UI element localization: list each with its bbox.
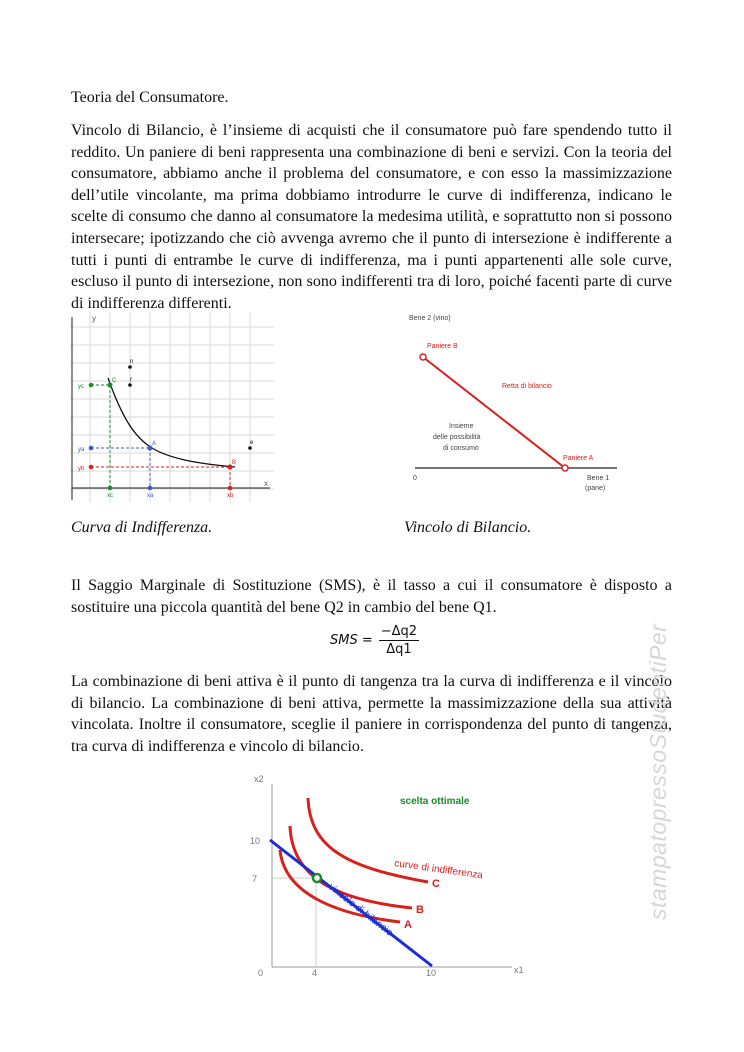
paragraph-budget-constraint: Vincolo di Bilancio, è l’insieme di acquisti che il consumatore può fare spendendo tutto il reddito. Un paniere di beni rappresenta una combinazione di beni e servizi. Con la teoria del consumatore, abbiamo anche il problema del consumatore, e con esso la massimizzazione dell’utile vincolante, ma prima dobbiamo introdurre le curve di indifferenza, indicano le scelte di consumo che danno al consumatore la medesima utilità, e soprattutto non si possono intersecare; ipotizzando che ciò avvenga avremo che il punto di intersezione è indifferente a tutti i punti di entrambe le curve di indifferenza, ma i punti appartenenti alle sole curve, escluso il punto di intersezione, non sono indifferenti tra di loro, poiché facenti parte di curve di indifferenza differenti. [71, 122, 672, 312]
vincolo-bilancio-label: vincolo di bilancio [326, 881, 395, 939]
fig2-y-axis-label: Bene 2 (vino) [409, 315, 451, 322]
label-xc: xc [107, 493, 113, 499]
point-n [128, 365, 132, 369]
figure1-caption: Curva di Indifferenza. [71, 519, 213, 536]
label-e: e [250, 440, 254, 446]
point-yb [89, 465, 94, 470]
axis-x-label: x [264, 479, 268, 488]
curve-indifferenza-label: curve di indifferenza [393, 858, 484, 882]
label-n: n [130, 359, 134, 365]
optimal-point [313, 874, 321, 882]
paragraph-tangency: La combinazione di beni attiva è il punto di tangenza tra la curva di indifferenza e il vincolo di bilancio. La combinazione di beni attiva, permette la massimizzazione della sua attività vincolata. Inoltre il consumatore, sceglie il paniere in corrispondenza del punto di tangenza, tra curva di indifferenza e vincolo di bilancio. [71, 673, 672, 755]
insieme-label-3: di consumo [443, 445, 479, 452]
fig2-origin: 0 [413, 475, 417, 482]
paniere-b-label: Paniere B [427, 343, 458, 350]
point-xa [148, 486, 153, 491]
retta-label: Retta di bilancio [502, 383, 552, 390]
insieme-label-2: delle possibilità [433, 434, 481, 441]
label-yb: yb [78, 466, 85, 472]
label-c: C [112, 378, 117, 384]
label-f: f [130, 378, 132, 384]
label-yc: yc [78, 384, 84, 390]
scelta-ottimale-label: scelta ottimale [400, 796, 470, 807]
fig2-x-axis-label-2: (pane) [585, 485, 606, 492]
formula-denominator: Δq1 [386, 642, 412, 657]
point-xb [228, 486, 233, 491]
indifference-curve [108, 378, 235, 467]
axis-y-label: y [92, 314, 96, 323]
grid [70, 312, 274, 502]
figure2-caption: Vincolo di Bilancio. [404, 519, 532, 536]
label-xa: xa [147, 493, 154, 499]
indifference-curve-figure [70, 312, 274, 502]
formula-lhs: SMS = [330, 633, 373, 648]
paniere-b-point [420, 354, 426, 360]
fig3-tick-x4: 4 [312, 968, 318, 978]
fig3-x-axis-label: x1 [514, 965, 524, 975]
curve-a-label: A [404, 919, 412, 931]
paniere-a-point [562, 465, 568, 471]
point-xc [108, 486, 113, 491]
fig3-tick-y10: 10 [250, 836, 261, 846]
point-ya [89, 446, 94, 451]
point-e [248, 446, 252, 450]
point-yc [89, 383, 94, 388]
fig3-y-axis-label: x2 [254, 774, 264, 784]
budget-constraint-figure [405, 310, 635, 500]
watermark: stampatopressoStudentiPer [645, 623, 671, 920]
formula-numerator: −Δq2 [380, 624, 418, 639]
paniere-a-label: Paniere A [563, 455, 594, 462]
insieme-label-1: Insieme [449, 423, 474, 430]
sms-formula [330, 624, 419, 657]
paragraph-sms: Il Saggio Marginale di Sostituzione (SMS), è il tasso a cui il consumatore è disposto a sostituire una piccola quantità del bene Q2 in cambio del bene Q1. [71, 577, 672, 616]
fig3-tick-y7: 7 [252, 874, 258, 884]
fig3-tick-x10: 10 [426, 968, 437, 978]
optimal-choice-figure [240, 770, 530, 982]
label-a: A [152, 441, 157, 447]
fig3-tick-x0: 0 [258, 968, 264, 978]
formula-fraction [379, 624, 419, 657]
label-ya: ya [78, 447, 85, 453]
label-xb: xb [227, 493, 234, 499]
curve-b-label: B [416, 904, 424, 916]
fig2-x-axis-label-1: Bene 1 [587, 475, 610, 482]
page-heading: Teoria del Consumatore. [71, 89, 229, 106]
label-b: B [232, 460, 237, 466]
curve-c-label: C [432, 878, 440, 890]
